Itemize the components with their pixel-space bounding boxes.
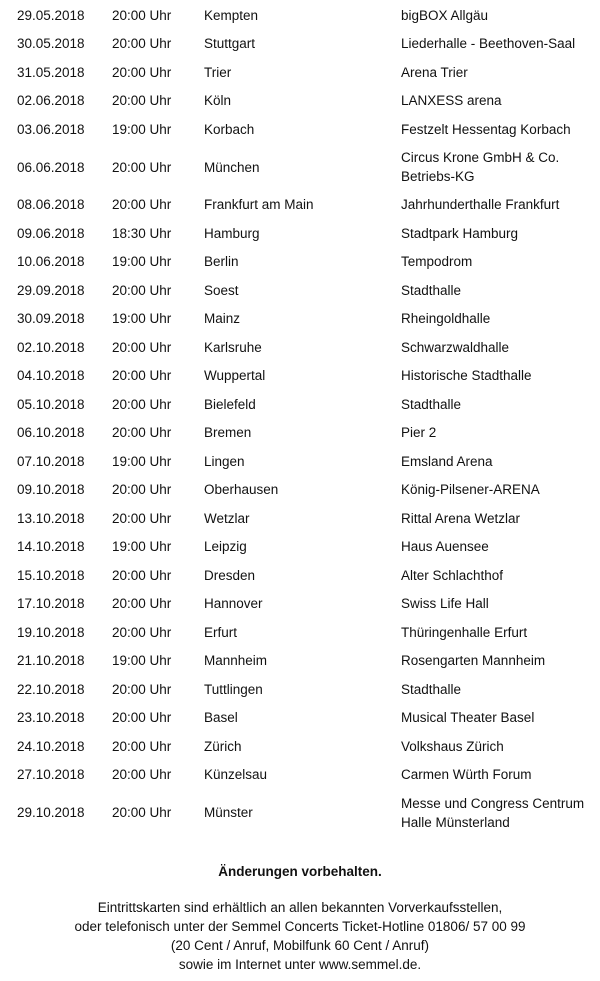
event-time: 20:00 Uhr: [112, 596, 172, 612]
event-date: 07.10.2018: [17, 453, 85, 469]
event-date: 06.06.2018: [17, 159, 85, 175]
event-city: Wuppertal: [204, 368, 266, 384]
event-city: Kempten: [204, 7, 259, 23]
event-city: Künzelsau: [204, 767, 268, 783]
event-city: Zürich: [204, 738, 242, 754]
table-row: [0, 248, 600, 277]
event-time: 20:00 Uhr: [112, 64, 172, 80]
ticket-info: [0, 898, 600, 974]
event-venue: Messe und Congress Centrum Halle Münsterland: [401, 795, 585, 830]
table-row: [0, 305, 600, 334]
event-venue: Jahrhunderthalle Frankfurt: [401, 197, 560, 213]
event-date: 02.10.2018: [17, 339, 85, 355]
event-time: 19:00 Uhr: [112, 539, 172, 555]
event-city: München: [204, 159, 260, 175]
table-row: [0, 115, 600, 144]
event-time: 20:00 Uhr: [112, 805, 172, 820]
event-venue: Swiss Life Hall: [401, 596, 489, 612]
event-time: 20:00 Uhr: [112, 425, 172, 441]
event-city: Mannheim: [204, 653, 268, 669]
event-venue: Thüringenhalle Erfurt: [401, 624, 528, 640]
table-row: [0, 58, 600, 87]
event-city: Mainz: [204, 311, 241, 327]
event-venue: Historische Stadthalle: [401, 368, 532, 384]
event-venue: bigBOX Allgäu: [401, 7, 489, 23]
event-venue: Liederhalle - Beethoven-Saal: [401, 36, 576, 52]
event-time: 20:00 Uhr: [112, 710, 172, 726]
event-time: 20:00 Uhr: [112, 7, 172, 23]
table-row: [0, 390, 600, 419]
event-date: 10.06.2018: [17, 254, 85, 270]
table-row: [0, 618, 600, 647]
event-date: 13.10.2018: [17, 510, 85, 526]
event-time: 19:00 Uhr: [112, 254, 172, 270]
event-date: 21.10.2018: [17, 653, 85, 669]
event-time: 19:00 Uhr: [112, 121, 172, 137]
event-time: 18:30 Uhr: [112, 225, 172, 241]
table-row: [0, 333, 600, 362]
event-date: 30.09.2018: [17, 311, 85, 327]
event-time: 20:00 Uhr: [112, 396, 172, 412]
event-venue: Haus Auensee: [401, 539, 489, 555]
table-row: [0, 789, 600, 836]
event-venue: Arena Trier: [401, 64, 468, 80]
table-row: [0, 476, 600, 505]
event-date: 15.10.2018: [17, 567, 85, 583]
event-venue: Volkshaus Zürich: [401, 738, 504, 754]
event-city: Soest: [204, 282, 239, 298]
table-row: [0, 419, 600, 448]
event-city: Dresden: [204, 567, 256, 583]
event-date: 27.10.2018: [17, 767, 85, 783]
event-time: 19:00 Uhr: [112, 311, 172, 327]
tour-dates-table: [0, 1, 600, 836]
event-date: 17.10.2018: [17, 596, 85, 612]
table-row: [0, 704, 600, 733]
event-time: 20:00 Uhr: [112, 681, 172, 697]
event-time: 20:00 Uhr: [112, 197, 172, 213]
event-venue: Stadthalle: [401, 681, 462, 697]
event-venue: Stadthalle: [401, 282, 462, 298]
event-time: 19:00 Uhr: [112, 653, 172, 669]
event-date: 22.10.2018: [17, 681, 85, 697]
event-time: 20:00 Uhr: [112, 282, 172, 298]
event-time: 20:00 Uhr: [112, 767, 172, 783]
event-city: Erfurt: [204, 624, 238, 640]
table-row: [0, 647, 600, 676]
table-row: [0, 87, 600, 116]
event-date: 29.09.2018: [17, 282, 85, 298]
event-date: 04.10.2018: [17, 368, 85, 384]
event-time: 20:00 Uhr: [112, 738, 172, 754]
ticket-info-line: sowie im Internet unter www.semmel.de.: [178, 957, 422, 972]
event-city: Stuttgart: [204, 36, 256, 52]
table-row: [0, 447, 600, 476]
event-time: 20:00 Uhr: [112, 36, 172, 52]
event-venue: Stadthalle: [401, 396, 462, 412]
event-city: Wetzlar: [204, 510, 250, 526]
event-venue: Schwarzwaldhalle: [401, 339, 510, 355]
event-city: Leipzig: [204, 539, 247, 555]
table-row: [0, 30, 600, 59]
ticket-info-line: (20 Cent / Anruf, Mobilfunk 60 Cent / Anruf): [170, 938, 430, 953]
event-city: Hannover: [204, 596, 263, 612]
event-city: Hamburg: [204, 225, 260, 241]
event-venue: Circus Krone GmbH & Co. Betriebs-KG: [401, 150, 560, 184]
tour-dates-body: [0, 1, 600, 836]
event-time: 20:00 Uhr: [112, 482, 172, 498]
table-row: [0, 191, 600, 220]
event-venue: Rheingoldhalle: [401, 311, 491, 327]
event-venue: Musical Theater Basel: [401, 710, 535, 726]
event-date: 30.05.2018: [17, 36, 85, 52]
event-city: Frankfurt am Main: [204, 197, 314, 213]
event-date: 05.10.2018: [17, 396, 85, 412]
event-city: Trier: [204, 64, 232, 80]
event-city: Oberhausen: [204, 482, 279, 498]
event-venue: Carmen Würth Forum: [401, 767, 532, 783]
event-city: Köln: [204, 93, 232, 109]
table-row: [0, 1, 600, 30]
event-venue: Festzelt Hessentag Korbach: [401, 121, 571, 137]
changes-notice: Änderungen vorbehalten.: [218, 864, 382, 879]
event-city: Bremen: [204, 425, 252, 441]
table-row: [0, 504, 600, 533]
table-row: [0, 590, 600, 619]
event-date: 03.06.2018: [17, 121, 85, 137]
event-venue: Emsland Arena: [401, 453, 493, 469]
event-date: 19.10.2018: [17, 624, 85, 640]
event-time: 20:00 Uhr: [112, 368, 172, 384]
event-city: Karlsruhe: [204, 339, 262, 355]
event-date: 29.05.2018: [17, 7, 85, 23]
event-venue: Rittal Arena Wetzlar: [401, 510, 521, 526]
table-row: [0, 732, 600, 761]
table-row: [0, 533, 600, 562]
event-time: 20:00 Uhr: [112, 339, 172, 355]
event-date: 23.10.2018: [17, 710, 85, 726]
event-date: 09.06.2018: [17, 225, 85, 241]
event-venue: LANXESS arena: [401, 93, 502, 109]
table-row: [0, 675, 600, 704]
event-date: 14.10.2018: [17, 539, 85, 555]
event-time: 20:00 Uhr: [112, 510, 172, 526]
table-row: [0, 761, 600, 790]
event-date: 08.06.2018: [17, 197, 85, 213]
event-time: 20:00 Uhr: [112, 159, 172, 175]
event-date: 29.10.2018: [17, 805, 85, 820]
table-row: [0, 362, 600, 391]
event-city: Basel: [204, 710, 238, 726]
event-city: Korbach: [204, 121, 255, 137]
event-city: Berlin: [204, 254, 239, 270]
event-venue: Rosengarten Mannheim: [401, 653, 546, 669]
table-row: [0, 144, 600, 191]
event-time: 20:00 Uhr: [112, 93, 172, 109]
event-city: Tuttlingen: [204, 681, 263, 697]
event-city: Lingen: [204, 453, 245, 469]
ticket-info-line: Eintrittskarten sind erhältlich an allen bekannten Vorverkaufsstellen,: [97, 900, 503, 915]
event-date: 09.10.2018: [17, 482, 85, 498]
event-date: 06.10.2018: [17, 425, 85, 441]
event-venue: Alter Schlachthof: [401, 567, 504, 583]
event-time: 20:00 Uhr: [112, 624, 172, 640]
ticket-info-line: oder telefonisch unter der Semmel Concerts Ticket-Hotline 01806/ 57 00 99: [74, 919, 526, 934]
event-city: Bielefeld: [204, 396, 256, 412]
table-row: [0, 276, 600, 305]
event-city: Münster: [204, 805, 253, 820]
event-time: 20:00 Uhr: [112, 567, 172, 583]
event-time: 19:00 Uhr: [112, 453, 172, 469]
event-venue: Stadtpark Hamburg: [401, 225, 519, 241]
table-row: [0, 561, 600, 590]
event-venue: König-Pilsener-ARENA: [401, 482, 540, 498]
event-date: 24.10.2018: [17, 738, 85, 754]
event-date: 02.06.2018: [17, 93, 85, 109]
event-venue: Pier 2: [401, 425, 437, 441]
event-date: 31.05.2018: [17, 64, 85, 80]
table-row: [0, 219, 600, 248]
event-venue: Tempodrom: [401, 254, 473, 270]
